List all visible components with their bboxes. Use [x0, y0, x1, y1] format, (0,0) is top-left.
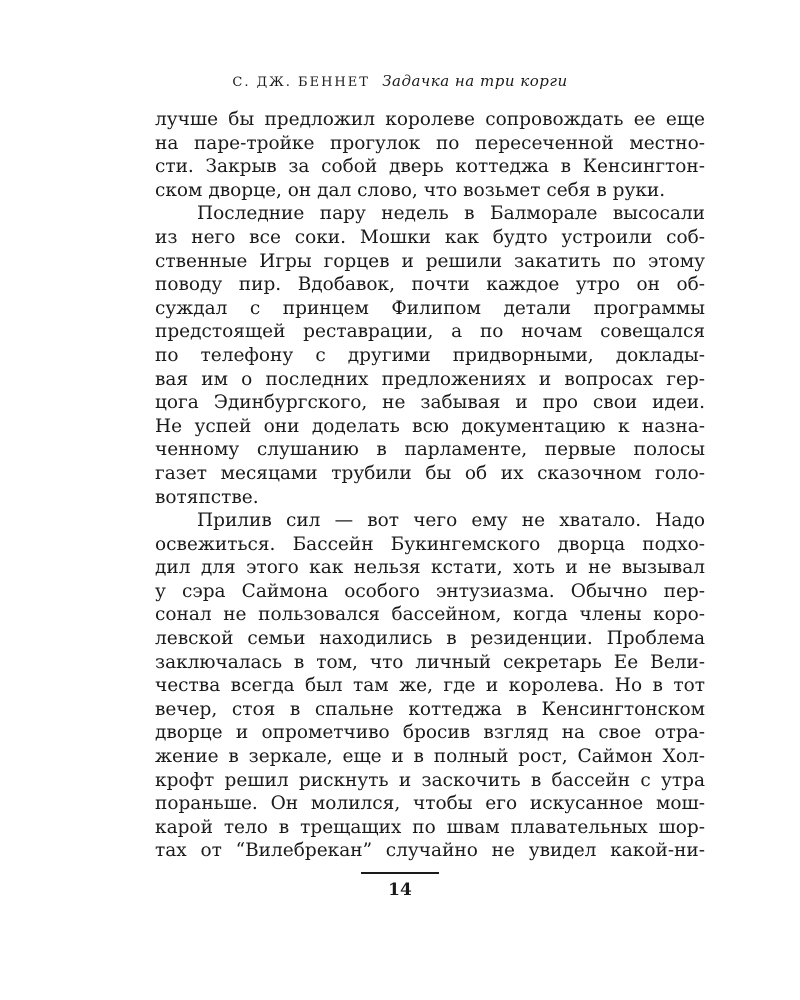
text-line: тах от “Вилебрекан” случайно не увидел какой-ни- [155, 840, 705, 862]
text-line: карой тело в трещащих по швам плавательных шор- [155, 816, 705, 838]
text-line: освежиться. Бассейн Букингемского дворца подхо- [155, 533, 705, 555]
text-line: чества всегда был там же, где и королева. Но в тот [155, 675, 705, 697]
text-line: поводу пир. Вдобавок, почти каждое утро он об- [155, 274, 705, 296]
text-line: на паре-тройке прогулок по пересеченной местно- [155, 132, 705, 154]
header-author: С. ДЖ. БЕННЕТ [232, 75, 370, 90]
text-line: ственные Игры горцев и решили закатить по этому [155, 250, 705, 272]
text-line: Прилив сил — вот чего ему не хватало. Надо [197, 510, 705, 532]
text-line: газет месяцами трубили бы об их сказочном голо- [155, 462, 705, 484]
text-line: у сэра Саймона особого энтузиазма. Обычно пер- [155, 580, 705, 602]
text-line: сонал не пользовался бассейном, когда члены коро- [155, 604, 705, 626]
text-line: Не успей они доделать всю документацию к назна- [155, 415, 705, 437]
text-line: заключалась в том, что личный секретарь Ее Вели- [155, 651, 705, 673]
text-line: суждал с принцем Филипом детали программы [155, 297, 705, 319]
text-line: лучше бы предложил королеве сопровождать ее еще [155, 109, 705, 130]
text-line: из него все соки. Мошки как будто устроили соб- [155, 226, 705, 248]
text-line: вотяпстве. [155, 486, 259, 508]
header-book-title: Задачка на три корги [382, 72, 568, 90]
text-line: дил для этого как нельзя кстати, хоть и не вызывал [155, 557, 705, 579]
text-line: цога Эдинбургского, не забывая и про свои идеи. [155, 392, 705, 414]
text-line: дворце и опрометчиво бросив взгляд на свое отра- [155, 722, 705, 744]
running-head [0, 72, 800, 90]
text-line: ченному слушанию в парламенте, первые полосы [155, 439, 705, 461]
text-line: предстоящей реставрации, а по ночам совещался [155, 321, 705, 343]
text-line: жение в зеркале, еще и в полный рост, Саймон Хол- [155, 746, 705, 768]
text-line: пораньше. Он молился, чтобы его искусанное мош- [155, 793, 705, 815]
footer-rule [361, 872, 439, 874]
text-line: левской семьи находились в резиденции. Проблема [155, 628, 705, 650]
text-line: ском дворце, он дал слово, что возьмет себя в руки. [155, 179, 666, 201]
page-number: 14 [388, 880, 412, 900]
text-line: по телефону с другими придворными, доклады- [155, 344, 705, 366]
text-line: вечер, стоя в спальне коттеджа в Кенсингтонском [155, 698, 705, 720]
text-line: вая им о последних предложениях и вопросах гер- [155, 368, 705, 390]
text-line: крофт решил рискнуть и заскочить в бассейн с утра [155, 769, 705, 791]
text-line: сти. Закрыв за собой дверь коттеджа в Кенсингтон- [155, 156, 705, 178]
body-text [155, 108, 705, 863]
text-line: Последние пару недель в Балморале высосали [197, 203, 705, 225]
